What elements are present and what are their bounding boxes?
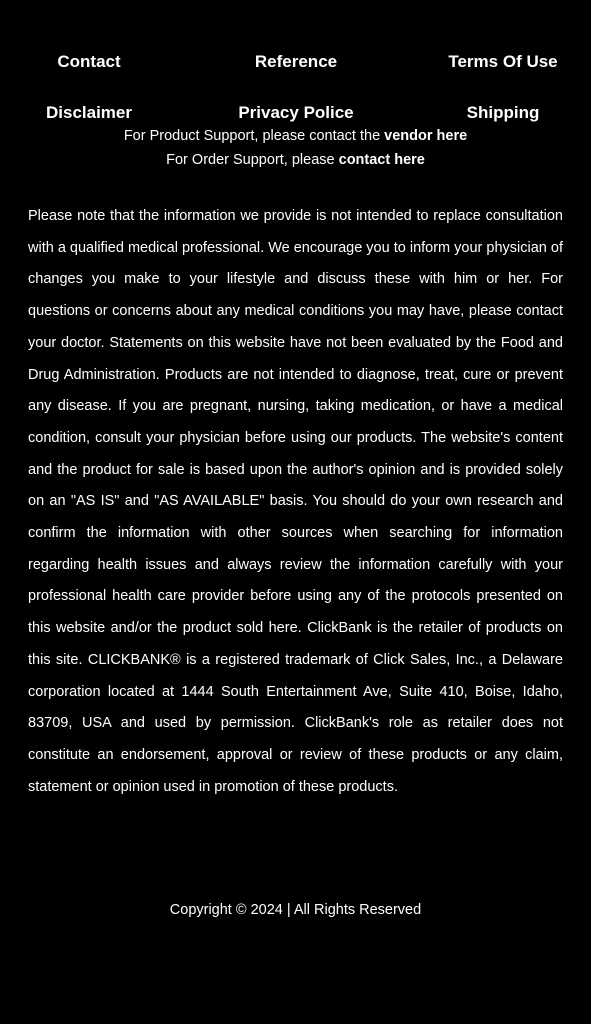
footer-nav-row-1 <box>0 48 591 76</box>
privacy-policy-link[interactable]: Privacy Police <box>238 103 354 122</box>
disclaimer-link[interactable]: Disclaimer <box>46 103 132 122</box>
terms-of-use-link[interactable]: Terms Of Use <box>448 52 558 71</box>
reference-link[interactable]: Reference <box>254 52 338 71</box>
medical-disclaimer-text: Please note that the information we provide is not intended to replace consultation with a qualified medical professional. We encourage you to inform your physician of changes you make to your lifestyle and discuss these with him or her. For questions or concerns about any medical conditions you may have, please contact your doctor. Statements on this website have not been evaluated by the Food and Drug Administration. Products are not intended to diagnose, treat, cure or prevent any disease. If you are pregnant, nursing, taking medication, or have a medical condition, consult your physician before using our products. The website's content and the product for sale is based upon the author's opinion and is provided solely on an "AS IS" and "AS AVAILABLE" basis. You should do your own research and confirm the information with other sources when searching for information regarding health issues and always review the information carefully with your professional health care provider before using any of the protocols presented on this website and/or the product sold here. ClickBank is the retailer of products on this site. CLICKBANK® is a registered trademark of Click Sales, Inc., a Delaware corporation located at 1444 South Entertainment Ave, Suite 410, Boise, Idaho, 83709, USA and used by permission. ClickBank's role as retailer does not constitute an endorsement, approval or review of these products or any claim, statement or opinion used in promotion of these products. <box>28 208 563 795</box>
vendor-link[interactable]: vendor here <box>384 128 468 144</box>
footer-nav-row-2 <box>0 99 591 127</box>
shipping-link[interactable]: Shipping <box>466 103 540 122</box>
copyright-text: Copyright © 2024 | All Rights Reserved <box>169 902 422 918</box>
contact-link[interactable]: Contact <box>57 52 121 71</box>
product-support-text: For Product Support, please contact the <box>123 128 385 144</box>
product-support-line <box>0 126 591 146</box>
order-contact-link[interactable]: contact here <box>338 152 425 168</box>
order-support-text: For Order Support, please <box>166 152 339 168</box>
order-support-line <box>0 150 591 170</box>
